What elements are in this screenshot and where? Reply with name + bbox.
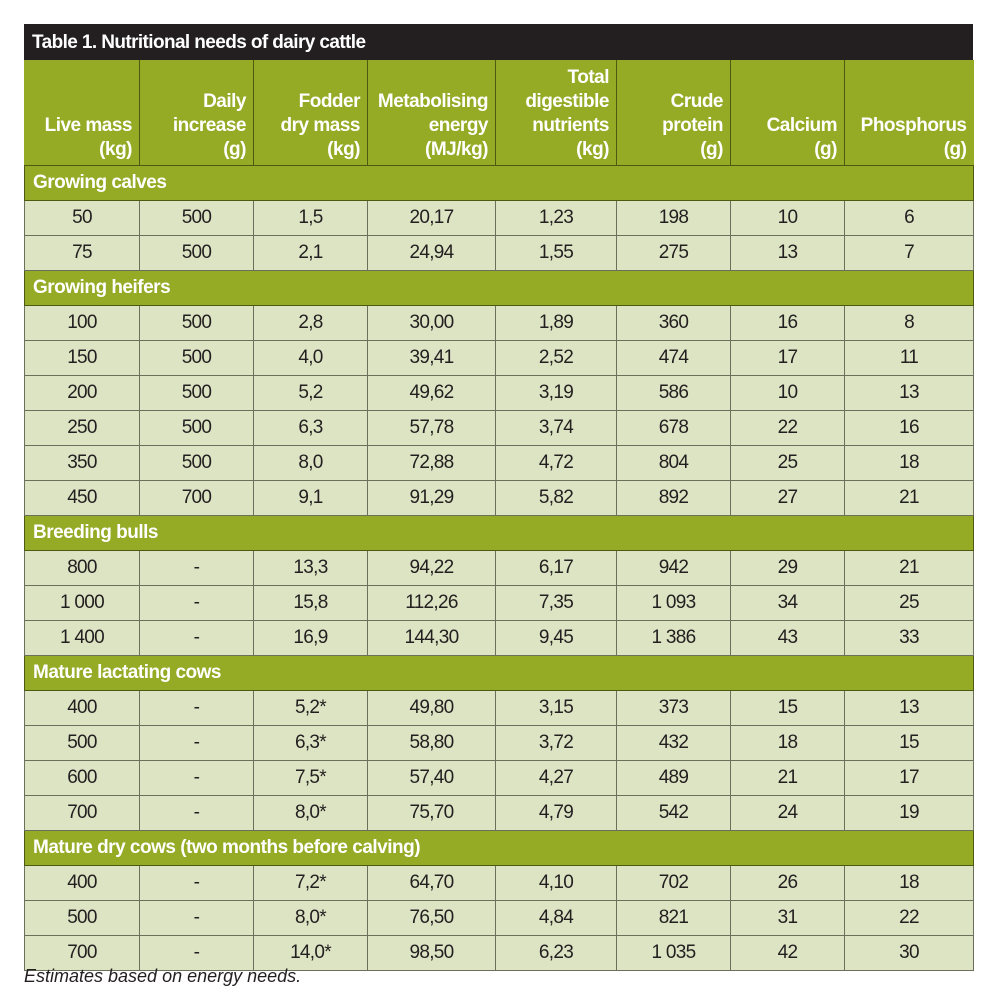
group-header-row: [25, 831, 974, 866]
table-cell: 98,50: [368, 936, 496, 971]
table-cell: 94,22: [368, 551, 496, 586]
table-cell: 9,1: [254, 481, 368, 516]
table-cell: 25: [731, 446, 845, 481]
col-header-total-digestible-nutrients: Total digestible nutrients (kg): [496, 60, 617, 166]
table-cell: 24: [731, 796, 845, 831]
table-cell: 200: [25, 376, 140, 411]
table-cell: -: [140, 621, 254, 656]
table-cell: 13: [845, 376, 974, 411]
table-cell: 8: [845, 306, 974, 341]
table-body: [25, 166, 974, 971]
table-cell: 198: [617, 201, 731, 236]
table-cell: 5,82: [496, 481, 617, 516]
table-cell: 6,3: [254, 411, 368, 446]
table-cell: 30,00: [368, 306, 496, 341]
col-header-crude-protein: Crude protein (g): [617, 60, 731, 166]
table-cell: 15,8: [254, 586, 368, 621]
table-cell: 500: [140, 201, 254, 236]
table-cell: 42: [731, 936, 845, 971]
footnote: Estimates based on energy needs.: [24, 966, 302, 986]
table-cell: 22: [845, 901, 974, 936]
table-cell: 350: [25, 446, 140, 481]
table-cell: 64,70: [368, 866, 496, 901]
table-cell: 58,80: [368, 726, 496, 761]
table-row: [25, 481, 974, 516]
table-cell: 500: [140, 411, 254, 446]
table-cell: 34: [731, 586, 845, 621]
table-row: [25, 411, 974, 446]
table-cell: 678: [617, 411, 731, 446]
table-cell: 804: [617, 446, 731, 481]
table-cell: 19: [845, 796, 974, 831]
table-cell: 49,80: [368, 691, 496, 726]
table-cell: 75,70: [368, 796, 496, 831]
table-cell: 3,74: [496, 411, 617, 446]
col-header-fodder-dry-mass: Fodder dry mass (kg): [254, 60, 368, 166]
table-cell: 700: [25, 796, 140, 831]
table-cell: 33: [845, 621, 974, 656]
col-header-calcium: Calcium (g): [731, 60, 845, 166]
table-cell: 1,23: [496, 201, 617, 236]
group-label: Growing calves: [25, 166, 974, 201]
table-cell: 100: [25, 306, 140, 341]
table-cell: 500: [140, 341, 254, 376]
table-cell: 1 035: [617, 936, 731, 971]
table-cell: 72,88: [368, 446, 496, 481]
table-cell: 5,2*: [254, 691, 368, 726]
table-cell: 702: [617, 866, 731, 901]
table-cell: 76,50: [368, 901, 496, 936]
table-cell: 7: [845, 236, 974, 271]
table-cell: 9,45: [496, 621, 617, 656]
table-cell: 1 000: [25, 586, 140, 621]
table-cell: 10: [731, 376, 845, 411]
table-row: [25, 901, 974, 936]
table-cell: 450: [25, 481, 140, 516]
table-cell: 16: [731, 306, 845, 341]
table-cell: 700: [140, 481, 254, 516]
table-row: [25, 761, 974, 796]
table-cell: 3,19: [496, 376, 617, 411]
table-cell: 22: [731, 411, 845, 446]
group-header-row: [25, 166, 974, 201]
table-cell: 500: [140, 236, 254, 271]
table-cell: 360: [617, 306, 731, 341]
table-cell: 432: [617, 726, 731, 761]
table-cell: 50: [25, 201, 140, 236]
table-row: [25, 376, 974, 411]
table-cell: 39,41: [368, 341, 496, 376]
table-cell: 21: [731, 761, 845, 796]
table-row: [25, 341, 974, 376]
table-title: Table 1. Nutritional needs of dairy cattle: [24, 24, 973, 60]
table-cell: 821: [617, 901, 731, 936]
table-cell: -: [140, 761, 254, 796]
group-label: Breeding bulls: [25, 516, 974, 551]
table-cell: 7,35: [496, 586, 617, 621]
table-cell: 500: [25, 726, 140, 761]
table-cell: 586: [617, 376, 731, 411]
table-cell: 57,40: [368, 761, 496, 796]
table-row: [25, 236, 974, 271]
table-cell: 17: [731, 341, 845, 376]
table-cell: 21: [845, 481, 974, 516]
table-cell: 5,2: [254, 376, 368, 411]
table-cell: 20,17: [368, 201, 496, 236]
table-cell: 6,17: [496, 551, 617, 586]
table-row: [25, 866, 974, 901]
table-row: [25, 726, 974, 761]
table-cell: 15: [845, 726, 974, 761]
group-label: Mature dry cows (two months before calving): [25, 831, 974, 866]
col-header-daily-increase: Daily increase (g): [140, 60, 254, 166]
table-cell: 892: [617, 481, 731, 516]
table-cell: 1 386: [617, 621, 731, 656]
table-cell: 600: [25, 761, 140, 796]
table-row: [25, 201, 974, 236]
table-cell: 400: [25, 866, 140, 901]
table-cell: 4,79: [496, 796, 617, 831]
nutrition-table-container: [24, 24, 973, 971]
table-cell: 2,52: [496, 341, 617, 376]
table-cell: 1,55: [496, 236, 617, 271]
table-cell: 13: [731, 236, 845, 271]
table-cell: 2,1: [254, 236, 368, 271]
table-cell: 31: [731, 901, 845, 936]
table-cell: 49,62: [368, 376, 496, 411]
table-row: [25, 586, 974, 621]
table-row: [25, 306, 974, 341]
col-header-live-mass: Live mass (kg): [25, 60, 140, 166]
table-cell: 4,84: [496, 901, 617, 936]
table-cell: 500: [25, 901, 140, 936]
group-label: Growing heifers: [25, 271, 974, 306]
table-cell: 7,2*: [254, 866, 368, 901]
table-cell: 4,10: [496, 866, 617, 901]
table-cell: 1 400: [25, 621, 140, 656]
table-cell: 29: [731, 551, 845, 586]
group-header-row: [25, 271, 974, 306]
group-header-row: [25, 516, 974, 551]
table-cell: 6,23: [496, 936, 617, 971]
table-row: [25, 796, 974, 831]
table-cell: 8,0: [254, 446, 368, 481]
table-cell: 942: [617, 551, 731, 586]
group-header-row: [25, 656, 974, 691]
table-cell: 8,0*: [254, 901, 368, 936]
table-cell: 1 093: [617, 586, 731, 621]
table-cell: -: [140, 901, 254, 936]
table-cell: 112,26: [368, 586, 496, 621]
table-cell: 11: [845, 341, 974, 376]
table-cell: 30: [845, 936, 974, 971]
table-cell: 400: [25, 691, 140, 726]
table-cell: 57,78: [368, 411, 496, 446]
table-cell: 3,15: [496, 691, 617, 726]
table-cell: 16: [845, 411, 974, 446]
col-header-metabolising-energy: Metabolising energy (MJ/kg): [368, 60, 496, 166]
table-cell: 489: [617, 761, 731, 796]
table-cell: -: [140, 726, 254, 761]
table-cell: 1,5: [254, 201, 368, 236]
table-cell: 24,94: [368, 236, 496, 271]
table-cell: 8,0*: [254, 796, 368, 831]
table-cell: 500: [140, 446, 254, 481]
table-cell: -: [140, 796, 254, 831]
nutrition-table: [24, 60, 974, 971]
group-label: Mature lactating cows: [25, 656, 974, 691]
table-cell: 75: [25, 236, 140, 271]
table-cell: -: [140, 866, 254, 901]
table-cell: 3,72: [496, 726, 617, 761]
table-cell: -: [140, 691, 254, 726]
table-cell: 250: [25, 411, 140, 446]
table-row: [25, 446, 974, 481]
table-cell: 7,5*: [254, 761, 368, 796]
table-cell: -: [140, 936, 254, 971]
table-row: [25, 621, 974, 656]
table-cell: 18: [845, 866, 974, 901]
table-cell: 800: [25, 551, 140, 586]
header-row: [25, 60, 974, 166]
table-cell: 15: [731, 691, 845, 726]
table-row: [25, 551, 974, 586]
table-cell: 25: [845, 586, 974, 621]
table-cell: 18: [731, 726, 845, 761]
table-cell: 700: [25, 936, 140, 971]
table-cell: -: [140, 551, 254, 586]
col-header-phosphorus: Phosphorus (g): [845, 60, 974, 166]
table-cell: 13: [845, 691, 974, 726]
table-cell: 10: [731, 201, 845, 236]
table-cell: 144,30: [368, 621, 496, 656]
table-cell: 6: [845, 201, 974, 236]
table-cell: -: [140, 586, 254, 621]
table-cell: 18: [845, 446, 974, 481]
table-cell: 4,0: [254, 341, 368, 376]
table-cell: 21: [845, 551, 974, 586]
table-cell: 16,9: [254, 621, 368, 656]
table-cell: 500: [140, 306, 254, 341]
table-cell: 17: [845, 761, 974, 796]
table-cell: 4,27: [496, 761, 617, 796]
table-cell: 14,0*: [254, 936, 368, 971]
table-cell: 474: [617, 341, 731, 376]
table-cell: 6,3*: [254, 726, 368, 761]
table-cell: 27: [731, 481, 845, 516]
table-cell: 2,8: [254, 306, 368, 341]
table-cell: 26: [731, 866, 845, 901]
table-cell: 542: [617, 796, 731, 831]
table-cell: 373: [617, 691, 731, 726]
table-cell: 1,89: [496, 306, 617, 341]
table-cell: 43: [731, 621, 845, 656]
table-cell: 91,29: [368, 481, 496, 516]
table-cell: 150: [25, 341, 140, 376]
table-row: [25, 691, 974, 726]
table-cell: 500: [140, 376, 254, 411]
table-cell: 275: [617, 236, 731, 271]
table-cell: 4,72: [496, 446, 617, 481]
table-cell: 13,3: [254, 551, 368, 586]
